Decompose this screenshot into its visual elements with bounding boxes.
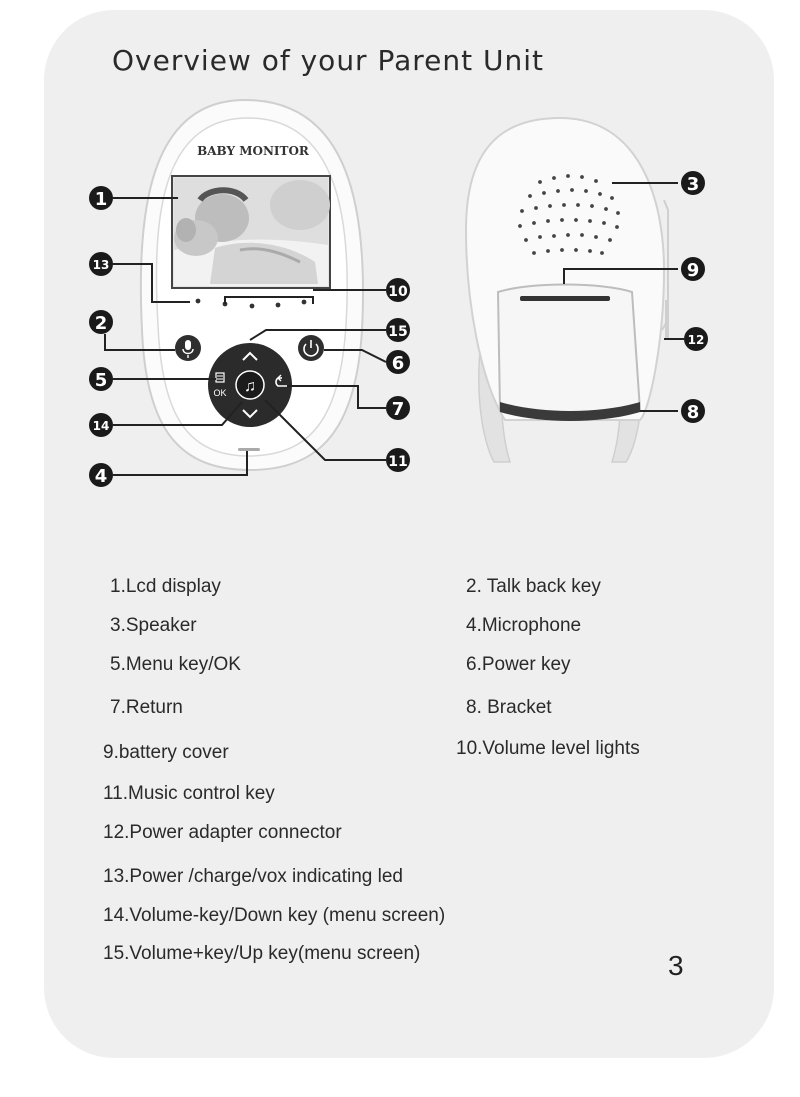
battery-cover <box>498 285 640 422</box>
svg-text:14: 14 <box>92 419 110 433</box>
power-adapter-connector <box>665 300 669 340</box>
music-control-key[interactable] <box>244 378 256 395</box>
svg-text:13: 13 <box>92 258 110 272</box>
legend-item-14: 14.Volume-key/Down key (menu screen) <box>103 905 446 926</box>
parent-unit-front <box>141 100 363 470</box>
legend-item-1: 1.Lcd display <box>110 576 221 597</box>
svg-text:1: 1 <box>94 189 108 210</box>
callout-3 <box>681 171 705 195</box>
callout-9 <box>681 257 705 281</box>
page-number: 3 <box>668 950 684 981</box>
legend-item-2: 2. Talk back key <box>466 576 601 597</box>
device-brand-label: BABY MONITOR <box>197 144 309 158</box>
callout-11 <box>386 448 410 472</box>
callout-8 <box>681 399 705 423</box>
callout-1 <box>89 186 113 210</box>
svg-text:6: 6 <box>391 353 405 374</box>
legend-item-3: 3.Speaker <box>110 615 197 636</box>
microphone-slot <box>238 448 260 451</box>
callout-10 <box>386 278 410 302</box>
talk-back-key[interactable] <box>175 335 201 361</box>
page-title: Overview of your Parent Unit <box>112 44 545 77</box>
legend-item-13: 13.Power /charge/vox indicating led <box>103 866 403 887</box>
callout-13 <box>89 252 113 276</box>
callout-7 <box>386 396 410 420</box>
lcd-display <box>172 176 330 288</box>
svg-text:5: 5 <box>94 370 108 391</box>
svg-text:3: 3 <box>686 174 700 195</box>
legend-item-6: 6.Power key <box>466 654 571 675</box>
svg-text:12: 12 <box>687 333 705 347</box>
svg-text:7: 7 <box>391 399 405 420</box>
svg-text:15: 15 <box>388 324 408 340</box>
svg-text:10: 10 <box>388 284 408 300</box>
callout-2 <box>89 310 113 334</box>
legend-item-4: 4.Microphone <box>466 615 582 636</box>
ok-label: OK <box>213 388 227 398</box>
parent-unit-back <box>466 118 669 462</box>
legend-item-7: 7.Return <box>110 697 183 718</box>
legend-item-10: 10.Volume level lights <box>456 738 640 759</box>
legend-item-9: 9.battery cover <box>103 742 229 763</box>
callout-5 <box>89 367 113 391</box>
legend-item-15: 15.Volume+key/Up key(menu screen) <box>103 943 421 964</box>
svg-text:♫: ♫ <box>244 378 256 395</box>
legend-item-11: 11.Music control key <box>103 783 275 804</box>
power-key[interactable] <box>298 335 324 361</box>
svg-text:2: 2 <box>94 313 108 334</box>
callout-6 <box>386 350 410 374</box>
callout-4 <box>89 463 113 487</box>
legend-item-12: 12.Power adapter connector <box>103 822 342 843</box>
svg-text:8: 8 <box>686 402 700 423</box>
callout-14 <box>89 413 113 437</box>
svg-text:11: 11 <box>388 454 408 470</box>
svg-text:9: 9 <box>686 260 700 281</box>
callout-15 <box>386 318 410 342</box>
svg-text:4: 4 <box>94 466 108 487</box>
legend-item-8: 8. Bracket <box>466 697 552 718</box>
legend-item-5: 5.Menu key/OK <box>110 654 241 675</box>
callout-12 <box>684 327 708 351</box>
